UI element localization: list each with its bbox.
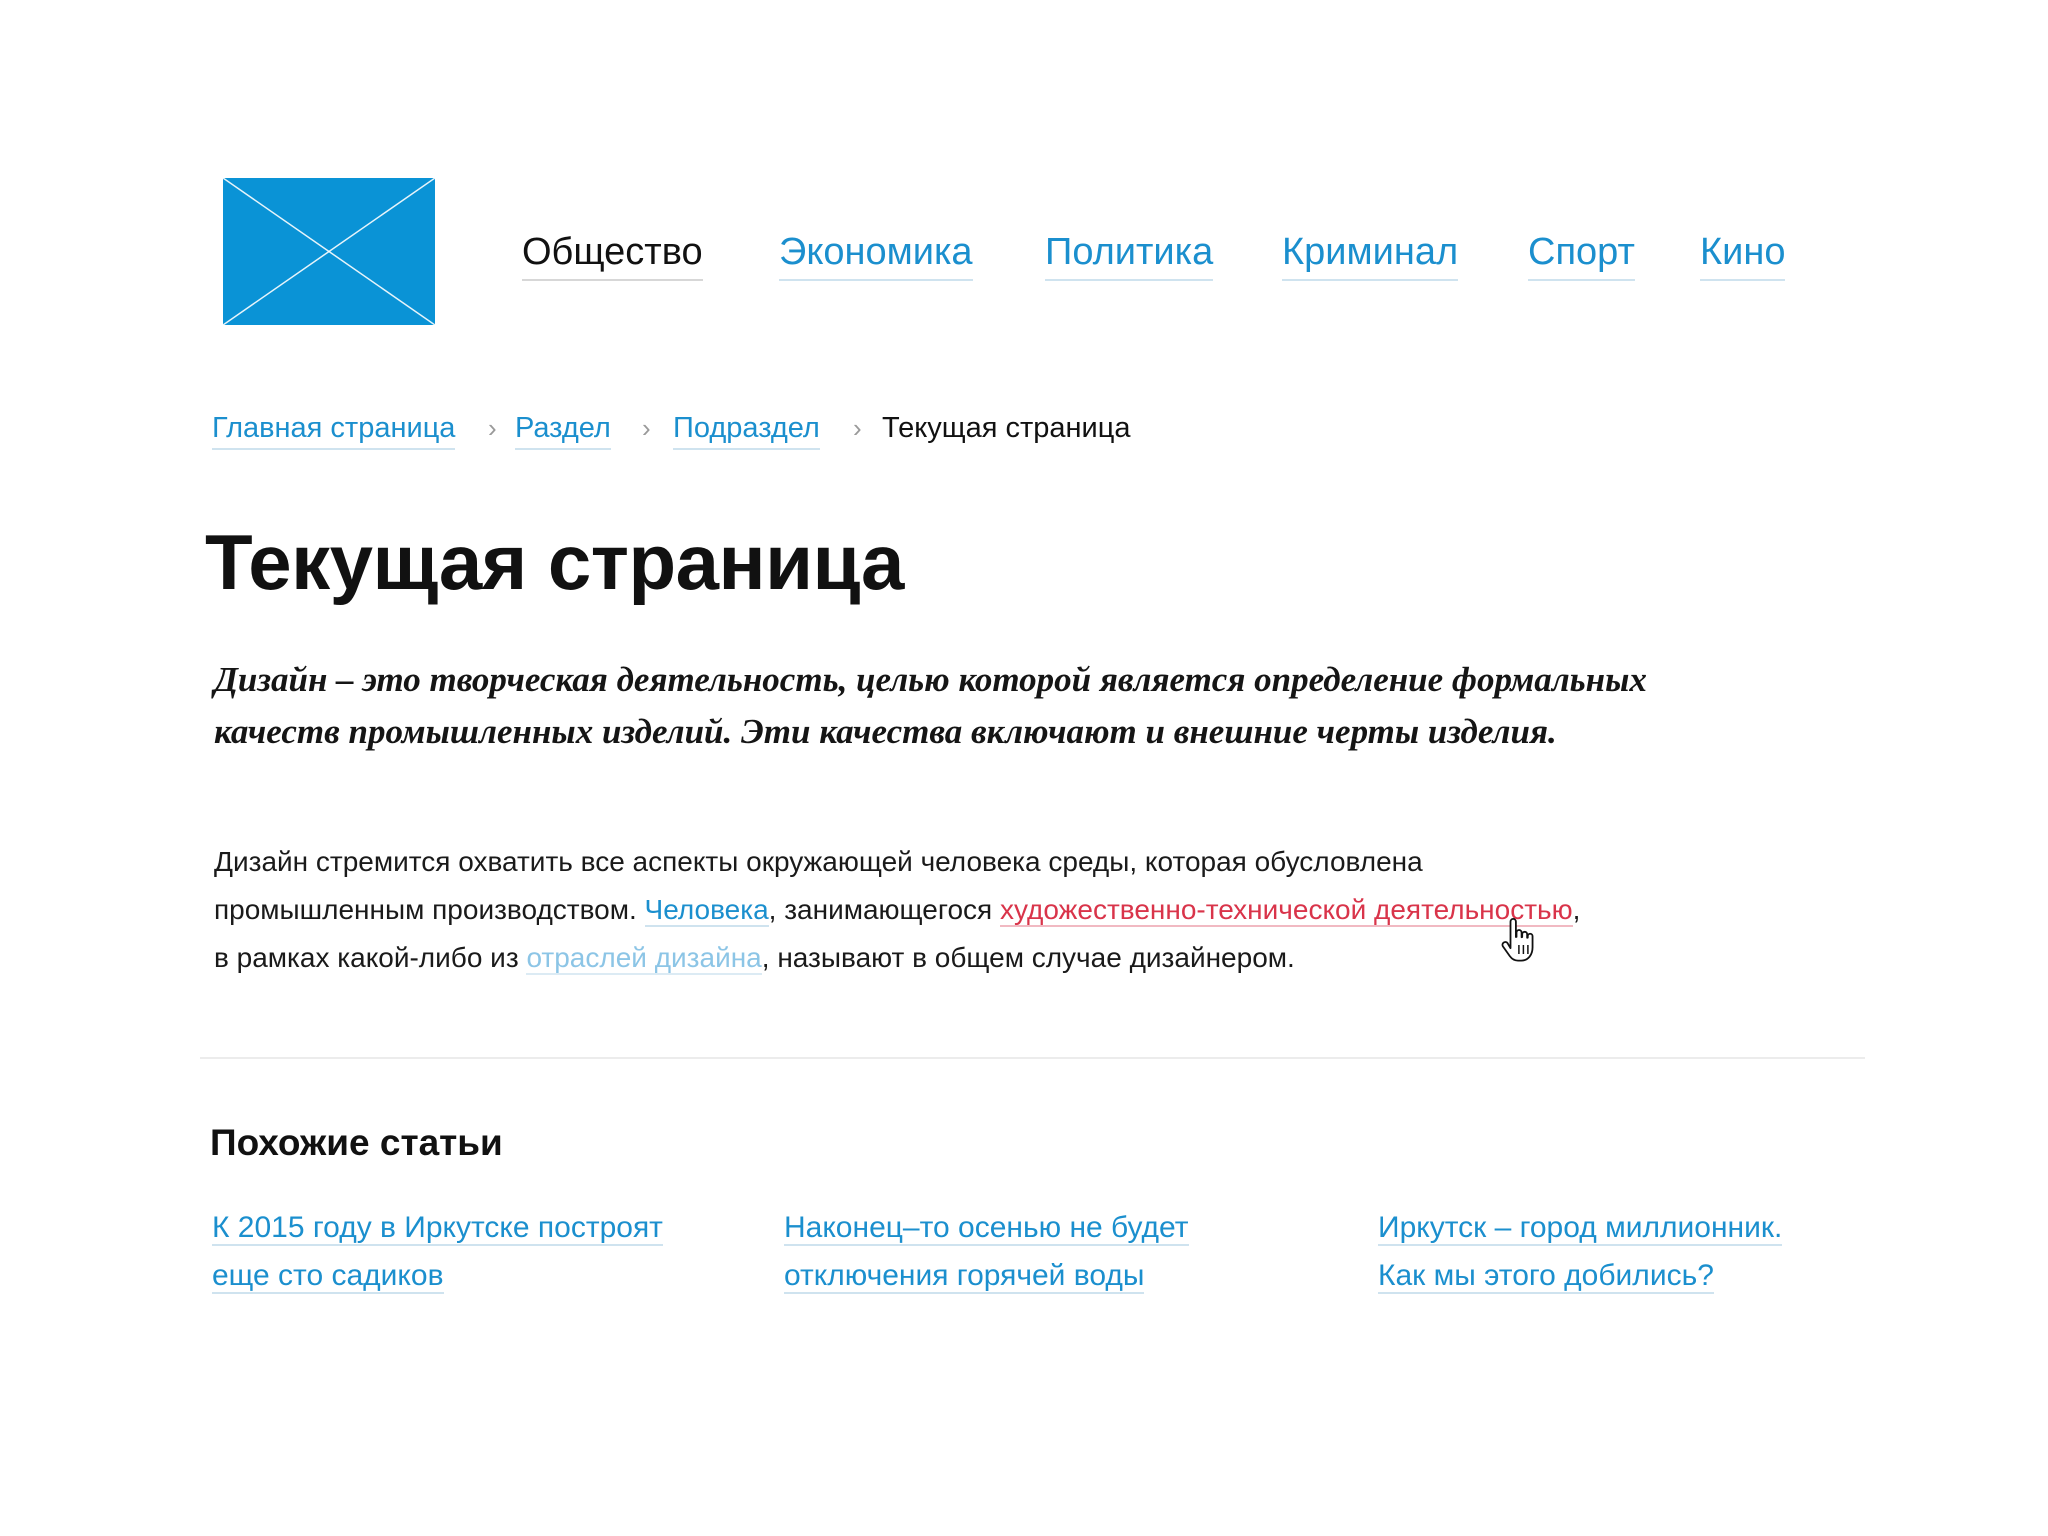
hand-pointer-icon — [1500, 918, 1536, 966]
related-article-line — [784, 1252, 1189, 1300]
breadcrumb-separator: › — [642, 413, 651, 443]
nav-item-society[interactable]: Общество — [522, 226, 703, 281]
body-text: , — [1572, 894, 1581, 925]
related-article-text: Наконец–то осенью не будет — [784, 1211, 1189, 1244]
related-article-text: К 2015 году в Иркутске построят — [212, 1211, 663, 1244]
nav-item-cinema[interactable]: Кино — [1700, 226, 1785, 281]
breadcrumb-separator: › — [488, 413, 497, 443]
body-text: промышленным производством. — [214, 894, 645, 925]
related-article-line — [212, 1252, 663, 1300]
related-article-text: Как мы этого добились? — [1378, 1259, 1714, 1292]
article-lead: Дизайн – это творческая деятельность, целью которой является определение формальных качеств промышленных изделий. Эти качества включают и внешние черты изделия. — [214, 660, 1647, 751]
related-article-line — [784, 1204, 1189, 1252]
related-article-text: отключения горячей воды — [784, 1259, 1145, 1292]
article-body — [214, 838, 1714, 982]
nav-item-economy[interactable]: Экономика — [779, 226, 973, 281]
body-text: Дизайн стремится охватить все аспекты окружающей человека среды, которая обусловлена — [214, 846, 1423, 877]
related-article-link[interactable] — [784, 1204, 1189, 1300]
person-link[interactable]: Человека — [644, 894, 769, 925]
breadcrumb-subsection-link[interactable]: Подраздел — [673, 408, 820, 450]
logo-placeholder-icon[interactable] — [223, 178, 435, 325]
body-text: , занимающегося — [768, 894, 1000, 925]
nav-item-crime[interactable]: Криминал — [1282, 226, 1458, 281]
related-article-text: Иркутск – город миллионник. — [1378, 1211, 1783, 1244]
related-article-line — [1378, 1252, 1782, 1300]
body-text: , называют в общем случае дизайнером. — [761, 942, 1295, 973]
breadcrumb-separator: › — [853, 413, 862, 443]
page-title: Текущая страница — [205, 518, 904, 606]
related-article-line — [212, 1204, 663, 1252]
body-line — [214, 934, 1714, 982]
breadcrumb-home-link[interactable]: Главная страница — [212, 408, 455, 450]
related-articles-heading: Похожие статьи — [210, 1122, 503, 1163]
art-technical-activity-link-hover[interactable]: художественно-технической деятельностью — [999, 894, 1573, 925]
breadcrumb-current: Текущая страница — [882, 412, 1131, 444]
breadcrumb-section-link[interactable]: Раздел — [515, 408, 611, 450]
body-line — [214, 838, 1714, 886]
related-article-line — [1378, 1204, 1782, 1252]
related-article-link[interactable] — [1378, 1204, 1782, 1300]
nav-item-politics[interactable]: Политика — [1045, 226, 1213, 281]
related-article-link[interactable] — [212, 1204, 663, 1300]
design-branches-link-visited[interactable]: отраслей дизайна — [526, 942, 762, 973]
body-line — [214, 886, 1714, 934]
related-article-text: еще сто садиков — [212, 1259, 444, 1292]
section-divider — [200, 1057, 1865, 1059]
body-text: в рамках какой-либо из — [214, 942, 527, 973]
nav-item-sport[interactable]: Спорт — [1528, 226, 1635, 281]
